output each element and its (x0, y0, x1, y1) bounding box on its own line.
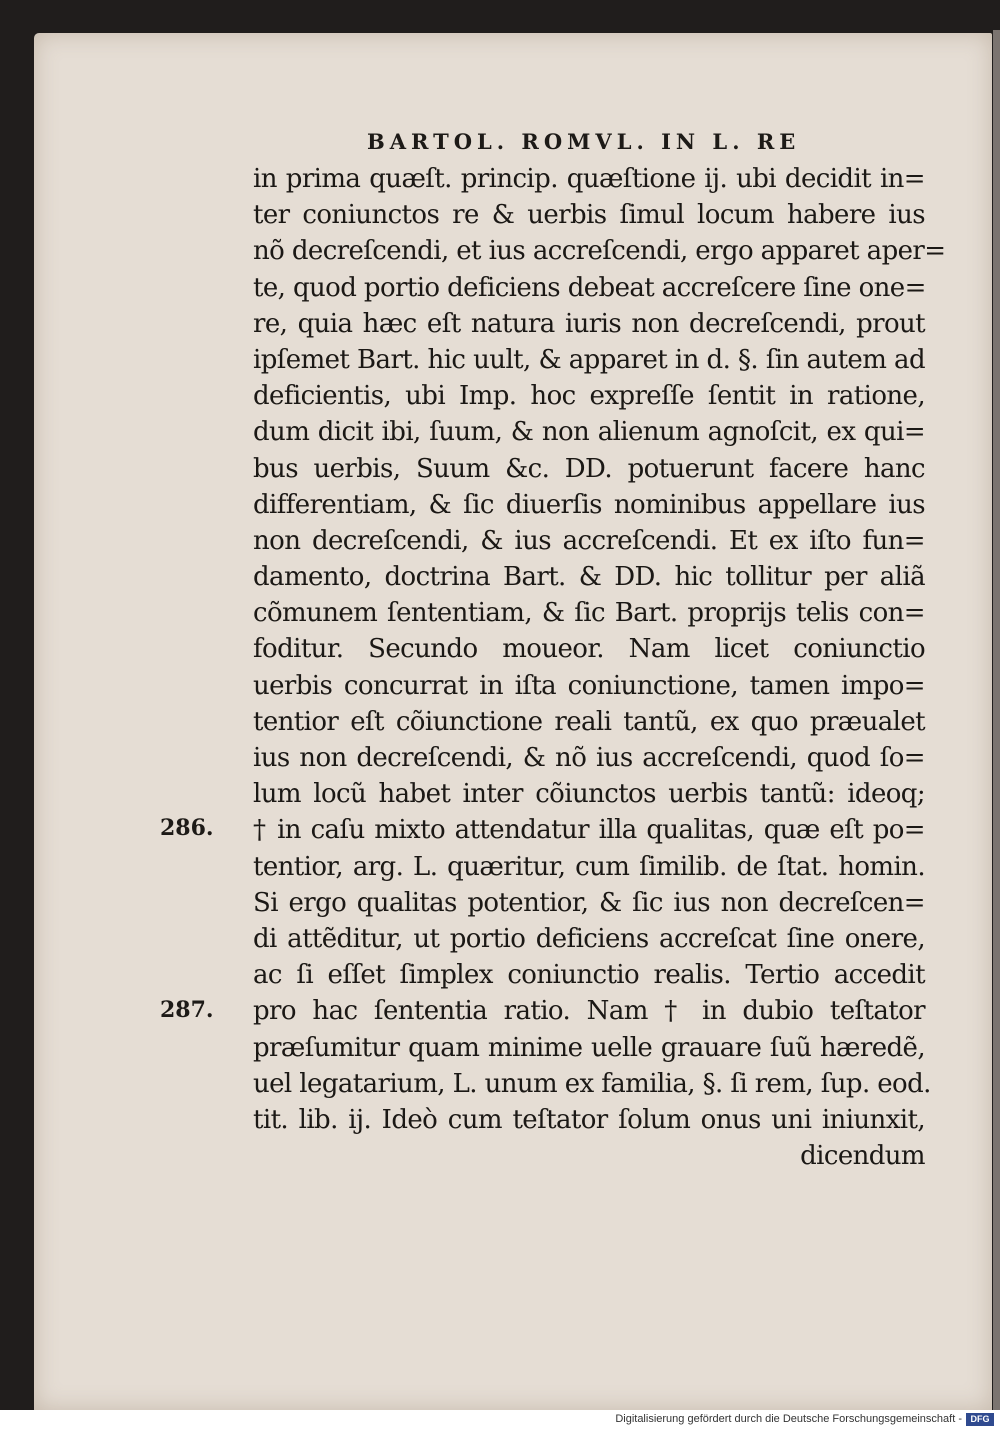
text-line: ipſemet Bart. hic uult, & apparet in d. §. ſin autem ad (253, 344, 925, 375)
text-line: uel legatarium, L. unum ex familia, §. ſi rem, ſup. eod. (253, 1068, 931, 1099)
body-text (253, 161, 946, 1174)
text-line: ac ſi eſſet ſimplex coniunctio realis. Tertio accedit (253, 960, 925, 991)
text-line: deficientis, ubi Imp. hoc expreſſe ſentit in ratione, (253, 381, 925, 412)
text-line: præſumitur quam minime uelle grauare ſuũ hæredẽ, (253, 1032, 925, 1063)
text-line: pro hac ſententia ratio. Nam † in dubio teſtator (253, 996, 925, 1027)
text-line: uerbis concurrat in iſta coniunctione, tamen impo= (253, 670, 925, 701)
text-line: di attẽditur, ut portio deficiens accreſcat ſine onere, (253, 923, 925, 954)
funding-credit: Digitalisierung gefördert durch die Deutsche Forschungsgemeinschaft - (615, 1413, 962, 1425)
text-line: Si ergo qualitas potentior, & ſic ius non decreſcen= (253, 887, 925, 918)
text-line: dum dicit ibi, ſuum, & non alienum agnoſcit, ex qui= (253, 417, 925, 448)
page-edge (993, 30, 1000, 1410)
catchword: dicendum (800, 1141, 925, 1172)
text-line: ius non decreſcendi, & nõ ius accreſcendi, quod ſo= (253, 743, 925, 773)
running-head: BARTOL. ROMVL. IN L. RE (367, 129, 801, 154)
text-line: in prima quæſt. princip. quæſtione ij. ubi decidit in= (253, 164, 925, 194)
marginal-note: 286. (160, 815, 214, 841)
text-line: ter coniunctos re & uerbis ſimul locum habere ius (253, 200, 925, 231)
footer-bar (0, 1410, 1000, 1430)
text-line: non decreſcendi, & ius accreſcendi. Et ex iſto fun= (253, 525, 925, 556)
text-line: differentiam, & ſic diuerſis nominibus appellare ius (253, 489, 925, 520)
text-line: cõmunem ſententiam, & ſic Bart. proprijs telis con= (253, 598, 925, 629)
text-line: tentior eſt cõiunctione reali tantũ, ex quo præualet (253, 706, 925, 737)
text-line: tentior, arg. L. quæritur, cum ſimilib. de ſtat. homin. (253, 851, 925, 882)
text-line: re, quia hæc eſt natura iuris non decreſcendi, prout (253, 308, 925, 339)
text-line: te, quod portio deficiens debeat accreſcere ſine one= (253, 272, 926, 303)
marginal-note: 287. (160, 997, 214, 1023)
text-line: tit. lib. ij. Ideò cum teſtator ſolum onus uni iniunxit, (253, 1104, 925, 1135)
text-line: bus uerbis, Suum &c. DD. potuerunt facere hanc (253, 453, 925, 484)
text-line: damento, doctrina Bart. & DD. hic tollitur per aliã (253, 562, 925, 593)
text-line: nõ decreſcendi, et ius accreſcendi, ergo apparet aper= (253, 236, 946, 267)
text-line: foditur. Secundo moueor. Nam licet coniunctio (253, 634, 925, 665)
text-line: † in caſu mixto attendatur illa qualitas, quæ eſt po= (253, 815, 925, 846)
dfg-logo-icon: DFG (966, 1413, 994, 1426)
text-line: lum locũ habet inter cõiunctos uerbis tantũ: ideoq; (253, 779, 925, 810)
